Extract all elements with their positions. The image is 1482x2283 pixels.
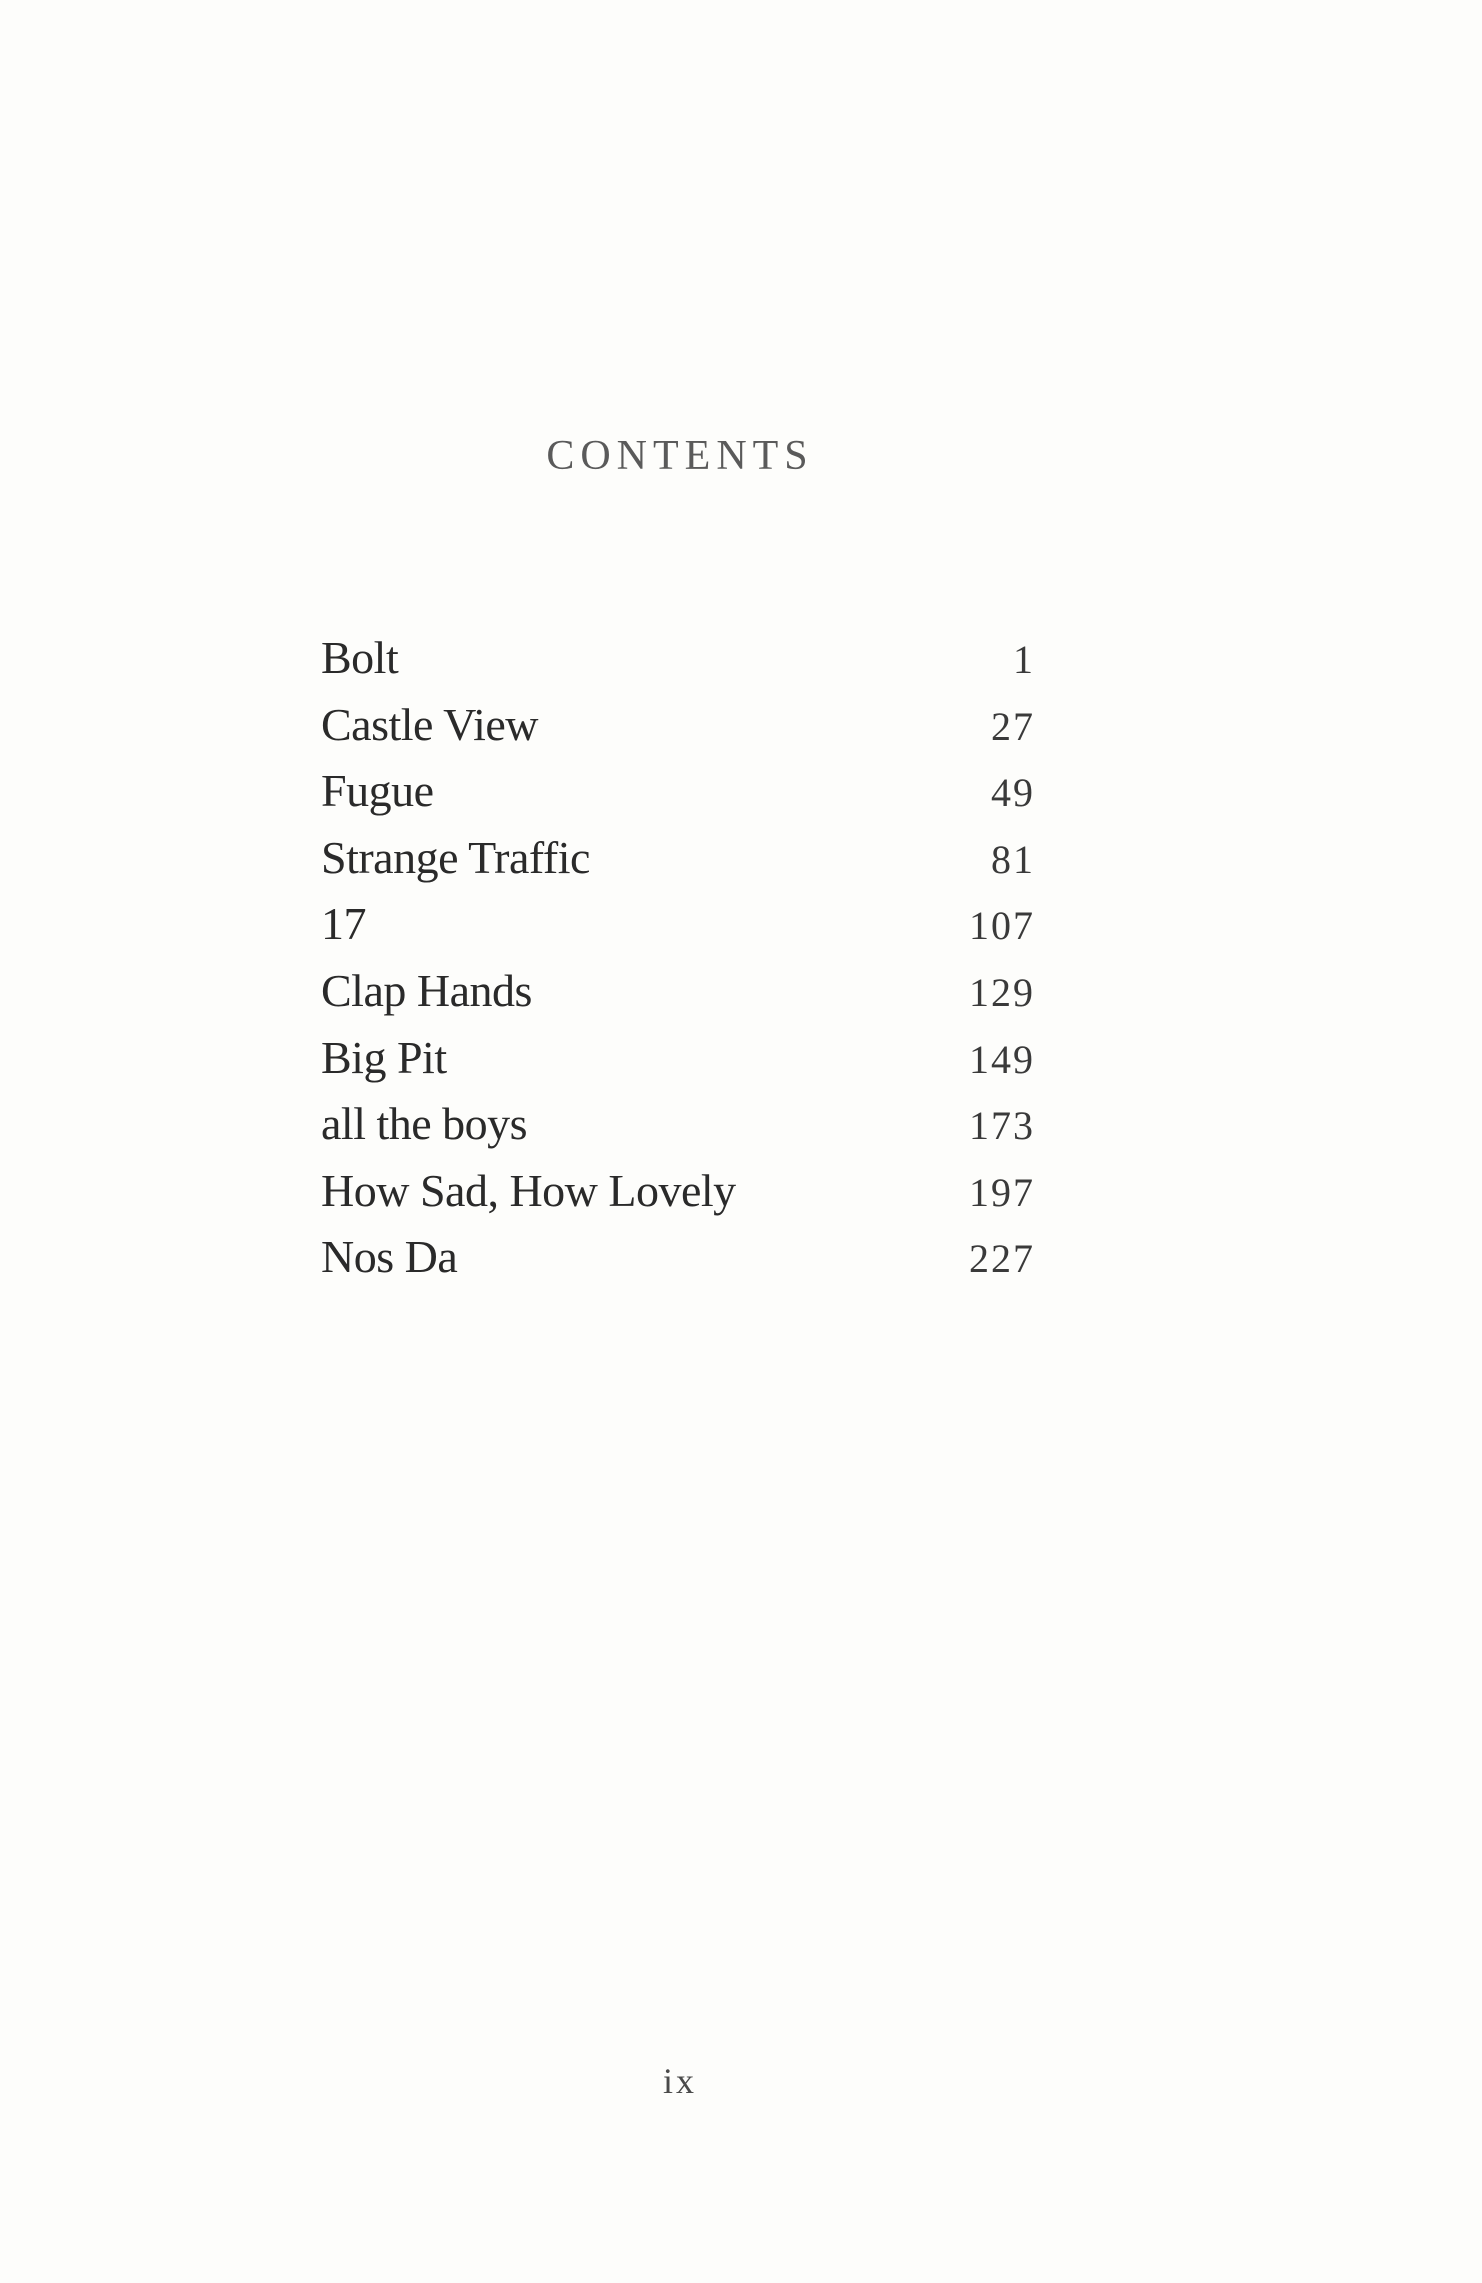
- toc-entry-page: 173: [969, 1103, 1035, 1149]
- toc-entry-title: Fugue: [321, 765, 434, 817]
- toc-entry[interactable]: [321, 891, 1035, 958]
- toc-entry-title: Strange Traffic: [321, 831, 590, 883]
- toc-entry[interactable]: [321, 625, 1035, 692]
- toc-entry-title: 17: [321, 898, 366, 950]
- toc-entry-title: Nos Da: [321, 1231, 458, 1283]
- toc-entry-title: Castle View: [321, 698, 539, 750]
- table-of-contents: [321, 625, 1035, 1291]
- toc-entry-page: 49: [991, 770, 1035, 816]
- toc-entry-page: 27: [991, 703, 1035, 749]
- toc-entry-page: 81: [991, 836, 1035, 882]
- toc-entry-title: How Sad, How Lovely: [321, 1164, 736, 1216]
- page-number: ix: [662, 2061, 697, 2101]
- contents-heading: CONTENTS: [546, 433, 814, 479]
- toc-entry[interactable]: [321, 1025, 1035, 1092]
- toc-entry-page: 197: [969, 1169, 1035, 1215]
- toc-entry[interactable]: [321, 758, 1035, 825]
- toc-entry[interactable]: [321, 825, 1035, 892]
- toc-entry[interactable]: [321, 958, 1035, 1025]
- toc-entry[interactable]: [321, 1158, 1035, 1225]
- toc-entry-page: 227: [969, 1236, 1035, 1282]
- toc-entry-title: Clap Hands: [321, 964, 532, 1016]
- toc-entry[interactable]: [321, 1091, 1035, 1158]
- toc-entry-title: Big Pit: [321, 1031, 447, 1083]
- toc-entry-title: all the boys: [321, 1098, 528, 1150]
- toc-entry-page: 107: [969, 903, 1035, 949]
- toc-entry-page: 129: [969, 969, 1035, 1015]
- toc-entry[interactable]: [321, 692, 1035, 759]
- toc-entry-page: 149: [969, 1036, 1035, 1082]
- toc-entry-title: Bolt: [321, 632, 399, 683]
- toc-entry[interactable]: [321, 1224, 1035, 1291]
- toc-entry-page: 1: [1013, 637, 1035, 682]
